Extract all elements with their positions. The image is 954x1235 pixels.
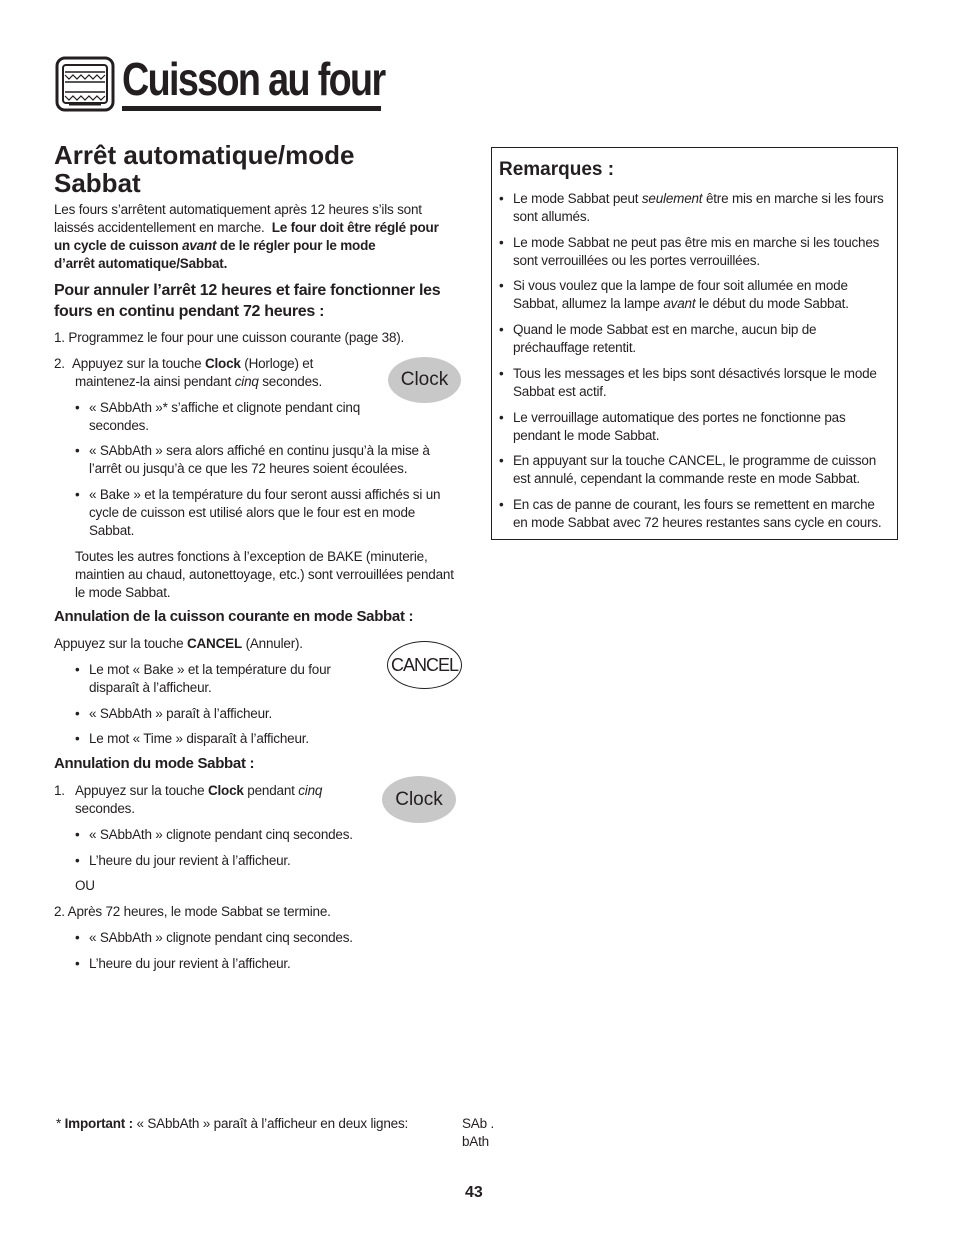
footnote-star: * — [56, 1116, 62, 1131]
list-item — [75, 661, 331, 697]
footnote-display-line-2: bAth — [462, 1134, 489, 1149]
step-text — [72, 355, 313, 373]
footnote-display-line-1: SAb . — [462, 1116, 495, 1131]
intro-bold: de le régler pour le mode — [219, 238, 376, 253]
bullet: • — [499, 453, 504, 468]
list-item-line: Le mot « Bake » et la température du four — [89, 662, 331, 677]
instruction-text: (Annuler). — [245, 636, 303, 651]
cancel-key-label: CANCEL — [390, 654, 459, 675]
list-item — [75, 705, 272, 723]
remarks-item — [499, 409, 894, 445]
remarks-item-line: est annulé, cependant la commande reste en mode Sabbat. — [513, 471, 860, 486]
bullet: • — [499, 278, 504, 293]
clock-key-icon — [388, 357, 461, 403]
footnote-label: Important : — [64, 1116, 133, 1131]
remarks-text: le début du mode Sabbat. — [698, 296, 849, 311]
remarks-item — [499, 365, 894, 401]
remarks-item-line: Le verrouillage automatique des portes ne fonctionne pas — [513, 410, 846, 425]
step-text-part: Appuyez sur la touche — [75, 783, 205, 798]
cancel-sabbath-step-1-text — [75, 782, 322, 800]
list-item — [75, 852, 291, 870]
remarks-item-line: Le mode Sabbat ne peut pas être mis en marche si les touches — [513, 235, 880, 250]
bullet: • — [75, 731, 80, 746]
step-text-part: (Horloge) et — [244, 356, 314, 371]
list-item-line: Sabbat. — [89, 523, 135, 538]
remarks-text: Sabbat, allumez la lampe — [513, 296, 660, 311]
remarks-item-line: Sabbat est actif. — [513, 384, 607, 399]
list-item — [75, 826, 353, 844]
list-item-line: « SAbbAth »* s’affiche et clignote pendant cinq — [89, 400, 361, 415]
list-item-line: « SAbbAth » paraît à l’afficheur. — [89, 706, 273, 721]
intro-bold: d’arrêt automatique/Sabbat. — [54, 256, 228, 271]
step-number: 1. — [54, 783, 65, 798]
key-name: Clock — [207, 783, 244, 798]
section-title — [54, 141, 474, 197]
intro-emphasis: avant — [182, 238, 217, 253]
list-item — [75, 486, 440, 540]
oven-icon — [55, 56, 115, 112]
header-rule — [122, 106, 381, 111]
bullet: • — [499, 191, 504, 206]
remarks-item-line: Quand le mode Sabbat est en marche, aucun bip de — [513, 322, 817, 337]
bullet: • — [75, 956, 80, 971]
remarks-text: Le mode Sabbat peut — [513, 191, 639, 206]
key-name: CANCEL — [186, 636, 243, 651]
list-item-line: Le mot « Time » disparaît à l’afficheur. — [89, 731, 309, 746]
remarks-item — [499, 277, 894, 313]
list-item-line: « Bake » et la température du four seront aussi affichés si un — [89, 487, 441, 502]
remarks-item-line: Tous les messages et les bips sont désactivés lorsque le mode — [513, 366, 877, 381]
cancel-bake-heading: Annulation de la cuisson courante en mode Sabbat : — [54, 608, 414, 625]
list-item — [75, 399, 360, 435]
footnote — [56, 1115, 408, 1133]
list-item-line: disparaît à l’afficheur. — [89, 680, 212, 695]
bullet: • — [499, 497, 504, 512]
cancel-sabbath-step-1 — [54, 782, 65, 800]
step-number: 2. — [54, 356, 65, 371]
remarks-item-line: En cas de panne de courant, les fours se remettent en marche — [513, 497, 875, 512]
remarks-title: Remarques : — [499, 159, 615, 180]
step-text-part: pendant — [247, 783, 295, 798]
list-item-line: l’arrêt ou jusqu’à ce que les 72 heures soient écoulées. — [89, 461, 408, 476]
step-text-part: maintenez-la ainsi pendant — [75, 374, 232, 389]
step-emphasis: cinq — [298, 783, 323, 798]
bullet: • — [499, 366, 504, 381]
remarks-item-line: préchauffage retentit. — [513, 340, 636, 355]
instruction-text: Appuyez sur la touche — [54, 636, 184, 651]
list-item — [75, 730, 309, 748]
remarks-emphasis: avant — [663, 296, 696, 311]
clock-key-label: Clock — [400, 369, 449, 390]
remarks-item — [499, 321, 894, 357]
step-text-part: secondes. — [262, 374, 322, 389]
cancel-sabbath-step-2: 2. Après 72 heures, le mode Sabbat se termine. — [54, 904, 331, 919]
section-title-line: Arrêt automatique/mode — [54, 140, 355, 170]
bullet: • — [75, 443, 80, 458]
key-name: Clock — [204, 356, 241, 371]
intro-text: laissés accidentellement en marche. — [54, 220, 265, 235]
bullet: • — [75, 827, 80, 842]
heading-line: Pour annuler l’arrêt 12 heures et faire fonctionner les — [54, 282, 441, 299]
bullet: • — [75, 487, 80, 502]
step-1: 1. Programmez le four pour une cuisson courante (page 38). — [54, 330, 405, 345]
remarks-item-line: pendant le mode Sabbat. — [513, 428, 660, 443]
bullet: • — [75, 706, 80, 721]
note-line: maintien au chaud, autonettoyage, etc.) sont verrouillées pendant — [75, 567, 454, 582]
list-item-line: « SAbbAth » sera alors affiché en continu jusqu’à la mise à — [89, 443, 430, 458]
remarks-item — [499, 190, 894, 226]
bullet: • — [75, 662, 80, 677]
remarks-item-line: sont allumés. — [513, 209, 590, 224]
note-line: le mode Sabbat. — [75, 585, 171, 600]
remarks-item-line: Si vous voulez que la lampe de four soit allumée en mode — [513, 278, 848, 293]
list-item — [75, 955, 291, 973]
intro-line — [54, 255, 474, 273]
cancel-sabbath-step-1-line2: secondes. — [75, 801, 135, 816]
remarks-item-line: sont verrouillées ou les portes verrouillées. — [513, 253, 760, 268]
heading-line: fours en continu pendant 72 heures : — [54, 303, 325, 320]
bullet: • — [75, 400, 80, 415]
clock-key-icon — [382, 776, 456, 823]
intro-paragraph — [54, 201, 474, 273]
footnote-text: « SAbbAth » paraît à l’afficheur en deux lignes: — [136, 1116, 409, 1131]
bullet: • — [499, 235, 504, 250]
list-item-line: cycle de cuisson est utilisé alors que le four est en mode — [89, 505, 416, 520]
note-line: Toutes les autres fonctions à l’exception de BAKE (minuterie, — [75, 549, 428, 564]
list-item — [75, 929, 353, 947]
bullet: • — [75, 853, 80, 868]
remarks-item-line: en mode Sabbat avec 72 heures restantes sans cycle en cours. — [513, 515, 882, 530]
cancel-key-icon — [387, 641, 462, 689]
list-item-line: L’heure du jour revient à l’afficheur. — [89, 853, 291, 868]
page-header-title: Cuisson au four — [122, 53, 385, 105]
step-2 — [54, 355, 354, 373]
remarks-item-line: En appuyant sur la touche CANCEL, le programme de cuisson — [513, 453, 877, 468]
list-item-line: secondes. — [89, 418, 149, 433]
cancel-sabbath-heading: Annulation du mode Sabbat : — [54, 755, 255, 772]
list-item — [75, 442, 430, 478]
bullet: • — [75, 930, 80, 945]
intro-bold: Le four doit être réglé pour — [271, 220, 439, 235]
page-number: 43 — [465, 1184, 483, 1201]
list-item-line: « SAbbAth » clignote pendant cinq secondes. — [89, 827, 353, 842]
clock-key-label: Clock — [395, 788, 443, 810]
remarks-emphasis: seulement — [641, 191, 703, 206]
cancel-bake-instruction — [54, 635, 303, 653]
remarks-item — [499, 234, 894, 270]
bullet: • — [499, 410, 504, 425]
section-title-line: Sabbat — [54, 168, 141, 198]
cancel-72h-heading — [54, 280, 474, 322]
list-item-line: L’heure du jour revient à l’afficheur. — [89, 956, 291, 971]
remarks-item-line — [513, 190, 894, 208]
step-emphasis: cinq — [234, 374, 259, 389]
list-item-line: « SAbbAth » clignote pendant cinq secondes. — [89, 930, 353, 945]
bullet: • — [499, 322, 504, 337]
other-functions-note — [75, 548, 454, 602]
remarks-item — [499, 496, 894, 532]
remarks-text: être mis en marche si les fours — [705, 191, 884, 206]
step-text-part: Appuyez sur la touche — [72, 356, 202, 371]
intro-line — [54, 219, 474, 237]
remarks-item — [499, 452, 894, 488]
intro-bold: un cycle de cuisson — [54, 238, 179, 253]
or-separator: OU — [75, 878, 95, 893]
step-2-line2 — [75, 373, 322, 391]
intro-line: Les fours s’arrêtent automatiquement après 12 heures s’ils sont — [54, 202, 422, 217]
remarks-item-line — [513, 295, 894, 313]
intro-line — [54, 237, 474, 255]
